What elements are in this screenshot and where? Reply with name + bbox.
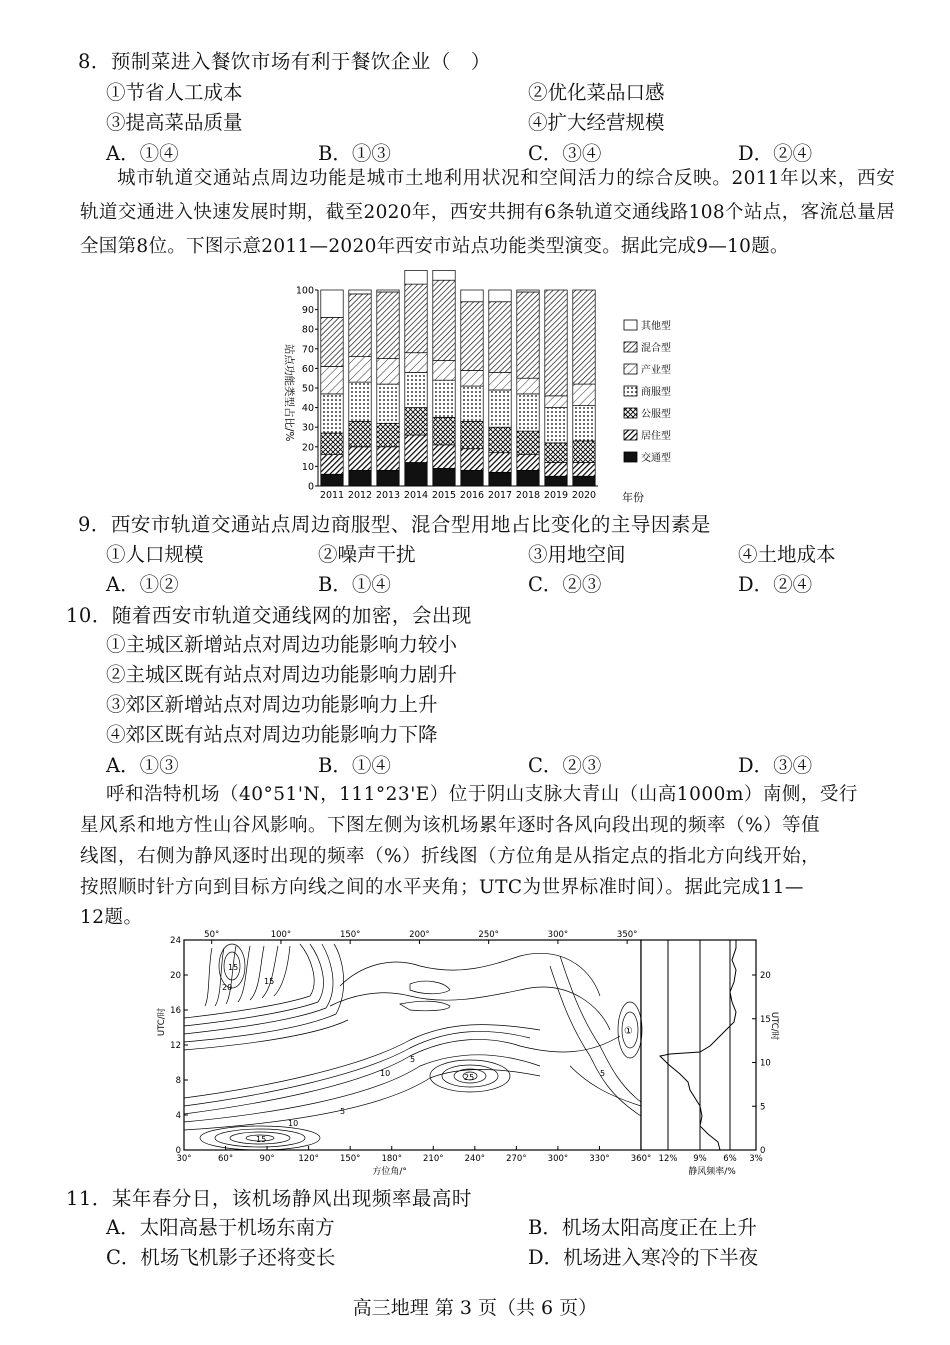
q8-option-c: C．③④: [528, 142, 602, 165]
chart-bar-segment-2013-产业型: [377, 359, 399, 384]
chart-y-axis-label: 站点功能类型占比/%: [283, 344, 295, 442]
passage-airport-line-1: 呼和浩特机场（40°51'N，111°23'E）位于阴山支脉大青山（山高1000m）南侧，受行: [106, 784, 858, 805]
contour-y-tick-label: 16: [170, 1006, 181, 1016]
q8-stem: 8．预制菜进入餐饮市场有利于餐饮企业（ ）: [78, 50, 491, 73]
contour-bottom-tick-label: 120°: [298, 1154, 319, 1164]
contour-label-5: 5: [410, 1055, 416, 1064]
chart-bar-segment-2020-商服型: [573, 406, 595, 441]
chart-bar-segment-2011-混合型: [321, 317, 343, 366]
calm-y-tick-label: 5: [760, 1102, 766, 1113]
q10-option-a: A．①③: [106, 754, 179, 777]
calm-y-axis-label: UTC/时: [769, 1011, 779, 1041]
chart-bar-segment-2014-交通型: [405, 462, 427, 486]
chart-bar-segment-2014-商服型: [405, 372, 427, 407]
chart-bar-segment-2012-商服型: [349, 382, 371, 421]
contour-top-tick-label: 200°: [409, 930, 430, 940]
chart-bar-segment-2016-混合型: [461, 302, 483, 371]
chart-bar-segment-2017-产业型: [489, 372, 511, 390]
contour-top-tick-label: 50°: [204, 930, 220, 940]
contour-top-tick-label: 250°: [478, 930, 499, 940]
chart-x-axis-label: 年份: [622, 491, 644, 504]
chart-bar-segment-2011-商服型: [321, 394, 343, 433]
chart-bar-segment-2017-公服型: [489, 427, 511, 452]
passage-airport-line-3: 线图，右侧为静风逐时出现的频率（%）折线图（方位角是从指定点的指北方向线开始，: [80, 846, 821, 867]
chart-bar-segment-2017-居住型: [489, 453, 511, 473]
contour-bottom-tick-label: 330°: [589, 1154, 610, 1164]
chart-bar-segment-2015-混合型: [433, 280, 455, 360]
q8-item-3: ③提高菜品质量: [106, 111, 243, 134]
chart-y-tick-label: 90: [301, 305, 314, 317]
chart-x-tick-label: 2019: [543, 490, 569, 501]
contour-bottom-tick-label: 270°: [506, 1154, 527, 1164]
q8-option-a: A．①④: [106, 142, 179, 165]
chart-y-tick-label: 20: [301, 442, 314, 454]
q10-item-3: ③郊区新增站点对周边功能影响力上升: [106, 693, 438, 716]
chart-y-tick-label: 30: [301, 422, 314, 434]
chart-x-tick-label: 2017: [487, 490, 513, 501]
chart-bar-segment-2011-公服型: [321, 433, 343, 455]
chart-bar-segment-2018-商服型: [517, 394, 539, 431]
contour-y-tick-label: 4: [175, 1111, 181, 1121]
chart-legend-swatch: [624, 364, 637, 374]
contour-y-tick-label: 24: [170, 936, 181, 946]
chart-legend-label: 产业型: [641, 365, 671, 376]
contour-top-tick-label: 350°: [616, 930, 638, 940]
chart-legend-swatch: [624, 430, 637, 440]
chart-bar-segment-2012-其他型: [349, 290, 371, 294]
chart-bar-segment-2013-公服型: [377, 423, 399, 447]
q9-option-b: B．①④: [318, 573, 391, 596]
q8-item-2: ②优化菜品口感: [528, 81, 665, 104]
chart-legend-label: 居住型: [641, 431, 671, 442]
q10-item-1: ①主城区新增站点对周边功能影响力较小: [106, 633, 458, 656]
chart-bar-segment-2018-公服型: [517, 431, 539, 455]
chart-bar-segment-2018-混合型: [517, 292, 539, 378]
chart-legend-label: 其他型: [641, 321, 671, 332]
chart-bar-segment-2013-混合型: [377, 292, 399, 359]
calm-y-tick-label: 15: [760, 1014, 771, 1025]
calm-wind-panel-frame: [641, 940, 756, 1150]
page-footer: 高三地理 第 3 页（共 6 页）: [352, 1297, 598, 1319]
passage-airport-line-4: 按照顺时针方向到目标方向线之间的水平夹角；UTC为世界标准时间）。据此完成11—: [80, 877, 804, 898]
contour-bottom-tick-label: 90°: [259, 1154, 275, 1164]
chart-bar-segment-2012-公服型: [349, 421, 371, 446]
contour-label-3: 25: [464, 1073, 475, 1082]
chart-legend-label: 商服型: [641, 387, 671, 398]
q9-stem: 9．西安市轨道交通站点周边商服型、混合型用地占比变化的主导因素是: [78, 513, 711, 536]
contour-y-tick-label: 12: [170, 1041, 181, 1051]
chart-bar-segment-2018-其他型: [517, 290, 539, 292]
chart-bar-segment-2015-产业型: [433, 361, 455, 381]
chart-bar-segment-2020-交通型: [573, 476, 595, 486]
chart-bar-segment-2019-公服型: [545, 443, 567, 463]
contour-label-6: 15: [256, 1135, 267, 1144]
contour-y-tick-label: 20: [170, 971, 181, 981]
q8-option-d: D．②④: [738, 142, 813, 165]
q8-option-b: B．①③: [318, 142, 391, 165]
chart-y-tick-label: 60: [301, 363, 314, 375]
chart-legend-swatch: [624, 452, 637, 462]
chart-bar-segment-2014-产业型: [405, 353, 427, 373]
q9-item-2: ②噪声干扰: [318, 543, 416, 566]
chart-bar-segment-2011-其他型: [321, 290, 343, 317]
contour-plot-frame: [184, 940, 641, 1150]
q9-item-1: ①人口规模: [106, 543, 204, 566]
chart-bar-segment-2012-产业型: [349, 357, 371, 382]
wind-direction-contour-figure: [157, 926, 780, 1178]
chart-bar-segment-2019-混合型: [545, 290, 567, 396]
contour-label-1: 15: [228, 963, 239, 972]
passage-rail-transit: 城市轨道交通站点周边功能是城市土地利用状况和空间活力的综合反映。2011年以来，西安轨道交通进入快速发展时期，截至2020年，西安共拥有6条轨道交通线路108个站点，客流总量居全国第8位。下图示意2011—2020年西安市站点功能类型演变。据此完成9—10题。: [80, 168, 895, 257]
contour-bottom-tick-label: 30°: [176, 1154, 192, 1164]
chart-y-tick-label: 50: [301, 383, 314, 395]
chart-bar-segment-2013-其他型: [377, 290, 399, 292]
q10-item-2: ②主城区既有站点对周边功能影响力剧升: [106, 663, 458, 686]
q8-item-1: ①节省人工成本: [106, 81, 243, 104]
contour-label-4: 10: [380, 1069, 391, 1078]
chart-bar-segment-2013-居住型: [377, 447, 399, 471]
chart-y-tick-label: 0: [307, 481, 314, 493]
chart-legend-label: 公服型: [641, 409, 671, 420]
q10-stem: 10．随着西安市轨道交通线网的加密，会出现: [66, 604, 472, 627]
contour-label-2: 20: [222, 983, 233, 992]
calm-x-tick-label: 6%: [723, 1154, 737, 1164]
chart-x-tick-label: 2013: [375, 490, 401, 501]
chart-bar-segment-2012-居住型: [349, 447, 371, 471]
chart-bar-segment-2011-交通型: [321, 474, 343, 486]
chart-x-tick-label: 2020: [571, 490, 597, 501]
calm-x-tick-label: 3%: [749, 1154, 763, 1164]
calm-x-axis-label: 静风频率/%: [688, 1167, 736, 1177]
calm-y-tick-label: 20: [760, 971, 771, 981]
chart-y-tick-label: 100: [295, 285, 314, 297]
chart-bar-segment-2016-居住型: [461, 449, 483, 471]
q10-option-d: D．③④: [738, 754, 813, 777]
q8-item-4: ④扩大经营规模: [528, 111, 665, 134]
chart-x-tick-label: 2012: [347, 490, 373, 501]
calm-y-tick-label: 10: [760, 1058, 771, 1069]
chart-bar-segment-2018-交通型: [517, 470, 539, 486]
contour-bottom-tick-label: 150°: [339, 1154, 361, 1164]
contour-top-tick-label: 100°: [270, 930, 292, 940]
contour-top-tick-label: 150°: [339, 930, 361, 940]
q11-option-a: A．太阳高悬于机场东南方: [106, 1216, 335, 1239]
contour-y-tick-label: 0: [175, 1146, 181, 1156]
chart-bar-segment-2014-其他型: [405, 270, 427, 284]
chart-bar-segment-2016-其他型: [461, 290, 483, 302]
contour-label-8: 5: [340, 1107, 346, 1116]
q11-option-c: C．机场飞机影子还将变长: [106, 1246, 336, 1269]
contour-y-axis-label: UTC/时: [157, 1007, 167, 1037]
chart-bar-segment-2013-商服型: [377, 384, 399, 423]
chart-bar-segment-2015-交通型: [433, 468, 455, 486]
chart-bar-segment-2020-居住型: [573, 462, 595, 476]
chart-legend-swatch: [624, 386, 637, 396]
contour-x-axis-label: 方位角/°: [372, 1167, 407, 1177]
contour-top-tick-label: 300°: [547, 930, 569, 940]
chart-bar-segment-2012-交通型: [349, 470, 371, 486]
contour-bottom-tick-label: 240°: [464, 1154, 486, 1164]
chart-bar-segment-2015-公服型: [433, 417, 455, 444]
q11-option-b: B．机场太阳高度正在上升: [528, 1216, 757, 1239]
chart-y-tick-label: 40: [301, 403, 314, 415]
contour-bottom-tick-label: 180°: [381, 1154, 402, 1164]
contour-bottom-tick-label: 210°: [423, 1154, 444, 1164]
chart-bar-segment-2019-居住型: [545, 462, 567, 476]
chart-y-tick-label: 10: [301, 461, 314, 473]
chart-bar-segment-2015-商服型: [433, 380, 455, 417]
calm-x-tick-label: 12%: [658, 1154, 678, 1164]
chart-bar-segment-2017-交通型: [489, 472, 511, 486]
q9-option-a: A．①②: [106, 573, 179, 596]
chart-bar-segment-2014-公服型: [405, 408, 427, 435]
contour-label-10: ①: [624, 1026, 633, 1037]
chart-bar-segment-2019-交通型: [545, 476, 567, 486]
chart-bar-segment-2020-产业型: [573, 384, 595, 406]
chart-x-tick-label: 2015: [431, 490, 457, 501]
q10-item-4: ④郊区既有站点对周边功能影响力下降: [106, 723, 438, 746]
contour-label-11: 5: [600, 1069, 606, 1078]
chart-x-tick-label: 2016: [459, 490, 485, 501]
chart-legend-swatch: [624, 342, 637, 352]
chart-bar-segment-2018-居住型: [517, 455, 539, 471]
q10-option-b: B．①④: [318, 754, 391, 777]
contour-label-9: 15: [264, 977, 275, 986]
chart-bar-segment-2017-混合型: [489, 302, 511, 373]
q9-option-d: D．②④: [738, 573, 813, 596]
chart-bar-segment-2018-产业型: [517, 378, 539, 394]
chart-bar-segment-2017-商服型: [489, 390, 511, 427]
chart-bar-segment-2011-产业型: [321, 366, 343, 393]
chart-x-tick-label: 2018: [515, 490, 541, 501]
chart-bar-segment-2020-混合型: [573, 290, 595, 384]
chart-bar-segment-2014-居住型: [405, 435, 427, 462]
calm-y-tick-label: 0: [760, 1146, 766, 1156]
chart-y-tick-label: 70: [301, 344, 314, 356]
chart-bar-segment-2019-产业型: [545, 396, 567, 408]
q11-stem: 11．某年春分日，该机场静风出现频率最高时: [66, 1187, 472, 1210]
chart-legend-swatch: [624, 408, 637, 418]
contour-label-7: 10: [288, 1119, 299, 1128]
chart-legend-swatch: [624, 320, 637, 330]
calm-x-tick-label: 9%: [693, 1154, 707, 1164]
chart-bar-segment-2020-公服型: [573, 441, 595, 463]
passage-airport-line-2: 星风系和地方性山谷风影响。下图左侧为该机场累年逐时各风向段出现的频率（%）等值: [80, 815, 821, 836]
station-function-chart: [278, 282, 670, 504]
chart-x-tick-label: 2014: [403, 490, 429, 501]
contour-bottom-tick-label: 300°: [547, 1154, 569, 1164]
chart-bar-segment-2016-产业型: [461, 370, 483, 386]
q11-option-d: D．机场进入寒冷的下半夜: [528, 1246, 759, 1269]
q9-item-3: ③用地空间: [528, 543, 626, 566]
chart-bar-segment-2013-交通型: [377, 470, 399, 486]
contour-bottom-tick-label: 60°: [218, 1154, 234, 1164]
chart-legend-label: 交通型: [641, 453, 671, 464]
chart-bar-segment-2016-商服型: [461, 386, 483, 421]
q9-item-4: ④土地成本: [738, 543, 836, 566]
chart-bar-segment-2011-居住型: [321, 455, 343, 475]
contour-y-tick-label: 8: [175, 1076, 181, 1086]
contour-bottom-tick-label: 360°: [630, 1154, 652, 1164]
chart-bar-segment-2014-混合型: [405, 284, 427, 353]
chart-legend-label: 混合型: [641, 343, 671, 354]
chart-y-tick-label: 80: [301, 324, 314, 336]
q9-option-c: C．②③: [528, 573, 602, 596]
chart-bar-segment-2012-混合型: [349, 294, 371, 357]
passage-airport-line-5: 12题。: [80, 907, 143, 928]
q10-option-c: C．②③: [528, 754, 602, 777]
chart-x-tick-label: 2011: [319, 490, 345, 501]
chart-bar-segment-2016-公服型: [461, 421, 483, 448]
chart-bar-segment-2015-其他型: [433, 270, 455, 280]
chart-bar-segment-2015-居住型: [433, 445, 455, 469]
chart-bar-segment-2017-其他型: [489, 290, 511, 302]
chart-bar-segment-2016-交通型: [461, 470, 483, 486]
chart-bar-segment-2019-商服型: [545, 408, 567, 443]
